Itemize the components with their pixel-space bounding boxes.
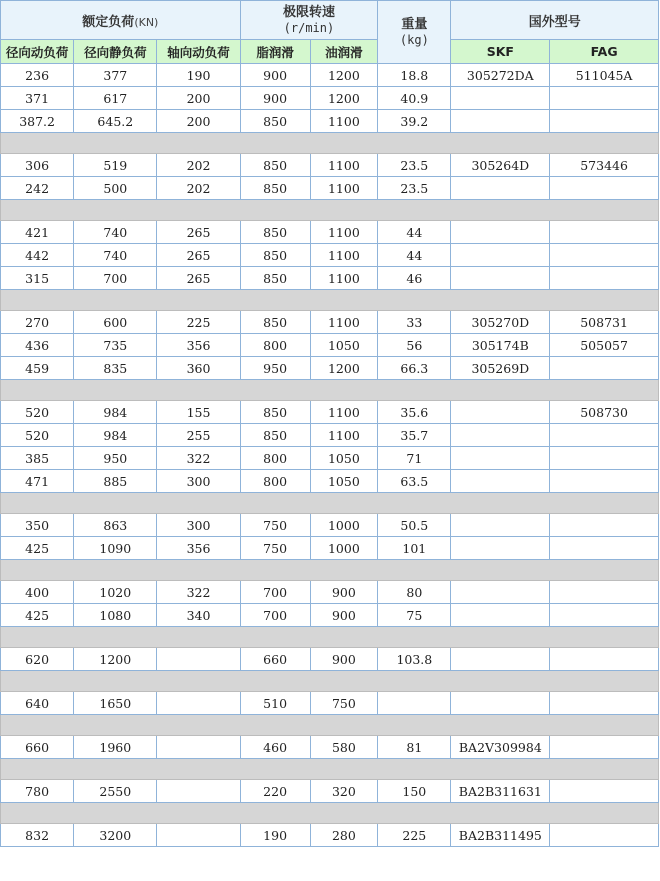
weight-unit: (kg) bbox=[399, 33, 429, 47]
table-row bbox=[1, 311, 659, 334]
grease-speed-cell: 800 bbox=[240, 334, 310, 357]
fag-cell bbox=[550, 177, 659, 200]
skf-cell bbox=[451, 648, 550, 671]
fag-cell bbox=[550, 221, 659, 244]
grease-speed-cell: 750 bbox=[240, 537, 310, 560]
fag-cell bbox=[550, 87, 659, 110]
radial-static-cell: 1960 bbox=[74, 736, 157, 759]
radial-dynamic-cell: 306 bbox=[1, 154, 74, 177]
fag-cell bbox=[550, 357, 659, 380]
grease-speed-cell: 850 bbox=[240, 177, 310, 200]
group-separator bbox=[1, 493, 659, 514]
radial-static-cell: 617 bbox=[74, 87, 157, 110]
fag-cell bbox=[550, 537, 659, 560]
skf-cell bbox=[451, 87, 550, 110]
fag-cell bbox=[550, 824, 659, 847]
foreign-model-label: 国外型号 bbox=[528, 14, 581, 30]
axial-dynamic-cell: 356 bbox=[157, 334, 240, 357]
rated-load-header bbox=[1, 1, 241, 40]
skf-cell bbox=[451, 514, 550, 537]
weight-cell: 63.5 bbox=[378, 470, 451, 493]
table-row bbox=[1, 87, 659, 110]
grease-speed-cell: 850 bbox=[240, 311, 310, 334]
weight-cell: 150 bbox=[378, 780, 451, 803]
radial-static-cell: 377 bbox=[74, 64, 157, 87]
fag-cell bbox=[550, 604, 659, 627]
skf-cell: 305174B bbox=[451, 334, 550, 357]
radial-dynamic-cell: 520 bbox=[1, 401, 74, 424]
radial-static-cell: 645.2 bbox=[74, 110, 157, 133]
oil-speed-cell: 1200 bbox=[310, 64, 378, 87]
oil-speed-cell: 1200 bbox=[310, 357, 378, 380]
table-row bbox=[1, 244, 659, 267]
group-separator bbox=[1, 671, 659, 692]
oil-speed-cell: 1050 bbox=[310, 447, 378, 470]
grease-header: 脂润滑 bbox=[240, 40, 310, 64]
radial-static-cell: 519 bbox=[74, 154, 157, 177]
oil-speed-cell: 1050 bbox=[310, 334, 378, 357]
axial-dynamic-cell: 265 bbox=[157, 221, 240, 244]
axial-dynamic-cell: 300 bbox=[157, 470, 240, 493]
weight-header bbox=[378, 1, 451, 64]
oil-speed-cell: 900 bbox=[310, 581, 378, 604]
oil-header: 油润滑 bbox=[310, 40, 378, 64]
table-body bbox=[1, 64, 659, 847]
table-row bbox=[1, 692, 659, 715]
table-row bbox=[1, 824, 659, 847]
weight-cell: 103.8 bbox=[378, 648, 451, 671]
skf-cell bbox=[451, 537, 550, 560]
radial-static-cell: 885 bbox=[74, 470, 157, 493]
axial-dynamic-cell: 202 bbox=[157, 154, 240, 177]
grease-speed-cell: 750 bbox=[240, 514, 310, 537]
fag-cell bbox=[550, 692, 659, 715]
axial-dynamic-cell: 265 bbox=[157, 244, 240, 267]
oil-speed-cell: 280 bbox=[310, 824, 378, 847]
group-separator-row bbox=[1, 380, 659, 401]
radial-static-cell: 735 bbox=[74, 334, 157, 357]
table-row bbox=[1, 267, 659, 290]
skf-cell: 305269D bbox=[451, 357, 550, 380]
group-separator-row bbox=[1, 290, 659, 311]
weight-cell: 18.8 bbox=[378, 64, 451, 87]
group-separator-row bbox=[1, 133, 659, 154]
radial-dynamic-cell: 832 bbox=[1, 824, 74, 847]
table-row bbox=[1, 221, 659, 244]
radial-dynamic-cell: 371 bbox=[1, 87, 74, 110]
oil-speed-cell: 1100 bbox=[310, 221, 378, 244]
oil-speed-cell: 1000 bbox=[310, 537, 378, 560]
weight-cell: 23.5 bbox=[378, 154, 451, 177]
skf-cell: BA2B311631 bbox=[451, 780, 550, 803]
radial-static-header: 径向静负荷 bbox=[74, 40, 157, 64]
axial-dynamic-cell: 255 bbox=[157, 424, 240, 447]
oil-speed-cell: 1100 bbox=[310, 424, 378, 447]
radial-static-cell: 984 bbox=[74, 424, 157, 447]
group-separator-row bbox=[1, 759, 659, 780]
axial-dynamic-cell: 200 bbox=[157, 110, 240, 133]
oil-speed-cell: 320 bbox=[310, 780, 378, 803]
weight-cell bbox=[378, 692, 451, 715]
radial-dynamic-cell: 385 bbox=[1, 447, 74, 470]
group-separator-row bbox=[1, 493, 659, 514]
skf-cell bbox=[451, 177, 550, 200]
fag-cell bbox=[550, 470, 659, 493]
weight-cell: 35.6 bbox=[378, 401, 451, 424]
axial-dynamic-cell: 202 bbox=[157, 177, 240, 200]
radial-static-cell: 500 bbox=[74, 177, 157, 200]
weight-cell: 35.7 bbox=[378, 424, 451, 447]
weight-cell: 23.5 bbox=[378, 177, 451, 200]
grease-speed-cell: 850 bbox=[240, 110, 310, 133]
radial-static-cell: 1090 bbox=[74, 537, 157, 560]
skf-cell bbox=[451, 267, 550, 290]
axial-dynamic-cell: 300 bbox=[157, 514, 240, 537]
axial-dynamic-header: 轴向动负荷 bbox=[157, 40, 240, 64]
group-separator bbox=[1, 133, 659, 154]
oil-speed-cell: 1100 bbox=[310, 311, 378, 334]
weight-label: 重量 bbox=[401, 17, 428, 32]
radial-dynamic-cell: 315 bbox=[1, 267, 74, 290]
group-separator bbox=[1, 759, 659, 780]
radial-dynamic-header: 径向动负荷 bbox=[1, 40, 74, 64]
skf-cell bbox=[451, 424, 550, 447]
table-row bbox=[1, 154, 659, 177]
fag-cell bbox=[550, 110, 659, 133]
oil-speed-cell: 1100 bbox=[310, 154, 378, 177]
grease-speed-cell: 800 bbox=[240, 470, 310, 493]
oil-speed-cell: 1050 bbox=[310, 470, 378, 493]
oil-speed-cell: 580 bbox=[310, 736, 378, 759]
radial-dynamic-cell: 350 bbox=[1, 514, 74, 537]
radial-dynamic-cell: 436 bbox=[1, 334, 74, 357]
radial-dynamic-cell: 425 bbox=[1, 537, 74, 560]
skf-cell: 305270D bbox=[451, 311, 550, 334]
oil-speed-cell: 750 bbox=[310, 692, 378, 715]
grease-speed-cell: 850 bbox=[240, 401, 310, 424]
grease-speed-cell: 510 bbox=[240, 692, 310, 715]
axial-dynamic-cell: 356 bbox=[157, 537, 240, 560]
skf-cell bbox=[451, 401, 550, 424]
group-separator-row bbox=[1, 560, 659, 581]
axial-dynamic-cell bbox=[157, 824, 240, 847]
radial-dynamic-cell: 425 bbox=[1, 604, 74, 627]
table-row bbox=[1, 604, 659, 627]
grease-speed-cell: 900 bbox=[240, 64, 310, 87]
oil-speed-cell: 900 bbox=[310, 604, 378, 627]
fag-cell: 508730 bbox=[550, 401, 659, 424]
radial-static-cell: 740 bbox=[74, 221, 157, 244]
skf-cell: 305272DA bbox=[451, 64, 550, 87]
skf-cell bbox=[451, 447, 550, 470]
radial-dynamic-cell: 387.2 bbox=[1, 110, 74, 133]
axial-dynamic-cell: 190 bbox=[157, 64, 240, 87]
group-separator bbox=[1, 380, 659, 401]
radial-dynamic-cell: 660 bbox=[1, 736, 74, 759]
grease-speed-cell: 850 bbox=[240, 244, 310, 267]
grease-speed-cell: 850 bbox=[240, 221, 310, 244]
skf-cell bbox=[451, 692, 550, 715]
radial-static-cell: 1020 bbox=[74, 581, 157, 604]
oil-speed-cell: 1100 bbox=[310, 177, 378, 200]
rated-load-unit: (KN) bbox=[134, 15, 159, 29]
radial-static-cell: 2550 bbox=[74, 780, 157, 803]
table-row bbox=[1, 334, 659, 357]
weight-cell: 33 bbox=[378, 311, 451, 334]
axial-dynamic-cell bbox=[157, 736, 240, 759]
radial-dynamic-cell: 471 bbox=[1, 470, 74, 493]
weight-cell: 225 bbox=[378, 824, 451, 847]
skf-cell bbox=[451, 581, 550, 604]
axial-dynamic-cell: 360 bbox=[157, 357, 240, 380]
axial-dynamic-cell: 322 bbox=[157, 581, 240, 604]
skf-cell bbox=[451, 244, 550, 267]
grease-speed-cell: 850 bbox=[240, 267, 310, 290]
fag-cell bbox=[550, 267, 659, 290]
fag-cell: 508731 bbox=[550, 311, 659, 334]
radial-static-cell: 1080 bbox=[74, 604, 157, 627]
oil-speed-cell: 1100 bbox=[310, 110, 378, 133]
grease-speed-cell: 220 bbox=[240, 780, 310, 803]
radial-dynamic-cell: 421 bbox=[1, 221, 74, 244]
radial-dynamic-cell: 459 bbox=[1, 357, 74, 380]
group-separator-row bbox=[1, 715, 659, 736]
radial-dynamic-cell: 400 bbox=[1, 581, 74, 604]
weight-cell: 46 bbox=[378, 267, 451, 290]
speed-limit-label: 极限转速 bbox=[282, 5, 335, 20]
radial-static-cell: 863 bbox=[74, 514, 157, 537]
fag-cell bbox=[550, 514, 659, 537]
radial-dynamic-cell: 620 bbox=[1, 648, 74, 671]
skf-cell bbox=[451, 110, 550, 133]
skf-cell bbox=[451, 470, 550, 493]
weight-cell: 81 bbox=[378, 736, 451, 759]
radial-static-cell: 1650 bbox=[74, 692, 157, 715]
grease-speed-cell: 660 bbox=[240, 648, 310, 671]
table-row bbox=[1, 357, 659, 380]
group-separator bbox=[1, 715, 659, 736]
grease-speed-cell: 900 bbox=[240, 87, 310, 110]
weight-cell: 75 bbox=[378, 604, 451, 627]
axial-dynamic-cell: 322 bbox=[157, 447, 240, 470]
axial-dynamic-cell bbox=[157, 648, 240, 671]
speed-limit-header bbox=[240, 1, 378, 40]
skf-cell: BA2B311495 bbox=[451, 824, 550, 847]
oil-speed-cell: 1100 bbox=[310, 244, 378, 267]
grease-speed-cell: 850 bbox=[240, 424, 310, 447]
weight-cell: 71 bbox=[378, 447, 451, 470]
axial-dynamic-cell: 265 bbox=[157, 267, 240, 290]
oil-speed-cell: 1000 bbox=[310, 514, 378, 537]
fag-cell bbox=[550, 780, 659, 803]
radial-dynamic-cell: 520 bbox=[1, 424, 74, 447]
radial-dynamic-cell: 780 bbox=[1, 780, 74, 803]
radial-static-cell: 740 bbox=[74, 244, 157, 267]
radial-dynamic-cell: 442 bbox=[1, 244, 74, 267]
skf-cell bbox=[451, 604, 550, 627]
weight-cell: 66.3 bbox=[378, 357, 451, 380]
group-separator-row bbox=[1, 627, 659, 648]
axial-dynamic-cell bbox=[157, 780, 240, 803]
fag-cell: 573446 bbox=[550, 154, 659, 177]
skf-cell: 305264D bbox=[451, 154, 550, 177]
fag-cell: 511045A bbox=[550, 64, 659, 87]
radial-static-cell: 600 bbox=[74, 311, 157, 334]
axial-dynamic-cell: 225 bbox=[157, 311, 240, 334]
table-row bbox=[1, 470, 659, 493]
table-row bbox=[1, 64, 659, 87]
group-separator bbox=[1, 627, 659, 648]
fag-cell bbox=[550, 447, 659, 470]
radial-dynamic-cell: 236 bbox=[1, 64, 74, 87]
skf-cell: BA2V309984 bbox=[451, 736, 550, 759]
rated-load-label: 额定负荷 bbox=[82, 14, 135, 30]
axial-dynamic-cell: 155 bbox=[157, 401, 240, 424]
radial-dynamic-cell: 242 bbox=[1, 177, 74, 200]
fag-cell bbox=[550, 736, 659, 759]
radial-static-cell: 950 bbox=[74, 447, 157, 470]
weight-cell: 44 bbox=[378, 221, 451, 244]
weight-cell: 80 bbox=[378, 581, 451, 604]
group-separator-row bbox=[1, 671, 659, 692]
group-separator-row bbox=[1, 803, 659, 824]
weight-cell: 40.9 bbox=[378, 87, 451, 110]
grease-speed-cell: 800 bbox=[240, 447, 310, 470]
radial-static-cell: 700 bbox=[74, 267, 157, 290]
skf-header: SKF bbox=[451, 40, 550, 64]
grease-speed-cell: 850 bbox=[240, 154, 310, 177]
radial-dynamic-cell: 640 bbox=[1, 692, 74, 715]
table-row bbox=[1, 780, 659, 803]
fag-cell bbox=[550, 648, 659, 671]
header-row-top bbox=[1, 1, 659, 40]
oil-speed-cell: 1200 bbox=[310, 87, 378, 110]
table-row bbox=[1, 514, 659, 537]
oil-speed-cell: 900 bbox=[310, 648, 378, 671]
group-separator bbox=[1, 560, 659, 581]
radial-static-cell: 984 bbox=[74, 401, 157, 424]
grease-speed-cell: 190 bbox=[240, 824, 310, 847]
header-row-sub bbox=[1, 40, 659, 64]
weight-cell: 101 bbox=[378, 537, 451, 560]
grease-speed-cell: 700 bbox=[240, 581, 310, 604]
radial-static-cell: 1200 bbox=[74, 648, 157, 671]
group-separator-row bbox=[1, 200, 659, 221]
radial-static-cell: 3200 bbox=[74, 824, 157, 847]
group-separator bbox=[1, 290, 659, 311]
grease-speed-cell: 460 bbox=[240, 736, 310, 759]
table-row bbox=[1, 110, 659, 133]
fag-cell bbox=[550, 424, 659, 447]
oil-speed-cell: 1100 bbox=[310, 401, 378, 424]
group-separator bbox=[1, 803, 659, 824]
grease-speed-cell: 700 bbox=[240, 604, 310, 627]
table-row bbox=[1, 177, 659, 200]
table-row bbox=[1, 537, 659, 560]
table-row bbox=[1, 581, 659, 604]
fag-header: FAG bbox=[550, 40, 659, 64]
fag-cell: 505057 bbox=[550, 334, 659, 357]
fag-cell bbox=[550, 581, 659, 604]
grease-speed-cell: 950 bbox=[240, 357, 310, 380]
weight-cell: 39.2 bbox=[378, 110, 451, 133]
weight-cell: 50.5 bbox=[378, 514, 451, 537]
skf-cell bbox=[451, 221, 550, 244]
oil-speed-cell: 1100 bbox=[310, 267, 378, 290]
table-row bbox=[1, 424, 659, 447]
table-row bbox=[1, 736, 659, 759]
weight-cell: 56 bbox=[378, 334, 451, 357]
table-row bbox=[1, 648, 659, 671]
axial-dynamic-cell: 200 bbox=[157, 87, 240, 110]
fag-cell bbox=[550, 244, 659, 267]
foreign-model-header bbox=[451, 1, 659, 40]
table-row bbox=[1, 401, 659, 424]
axial-dynamic-cell bbox=[157, 692, 240, 715]
axial-dynamic-cell: 340 bbox=[157, 604, 240, 627]
weight-cell: 44 bbox=[378, 244, 451, 267]
group-separator bbox=[1, 200, 659, 221]
table-row bbox=[1, 447, 659, 470]
radial-static-cell: 835 bbox=[74, 357, 157, 380]
radial-dynamic-cell: 270 bbox=[1, 311, 74, 334]
speed-limit-unit: (r/min) bbox=[283, 21, 335, 35]
